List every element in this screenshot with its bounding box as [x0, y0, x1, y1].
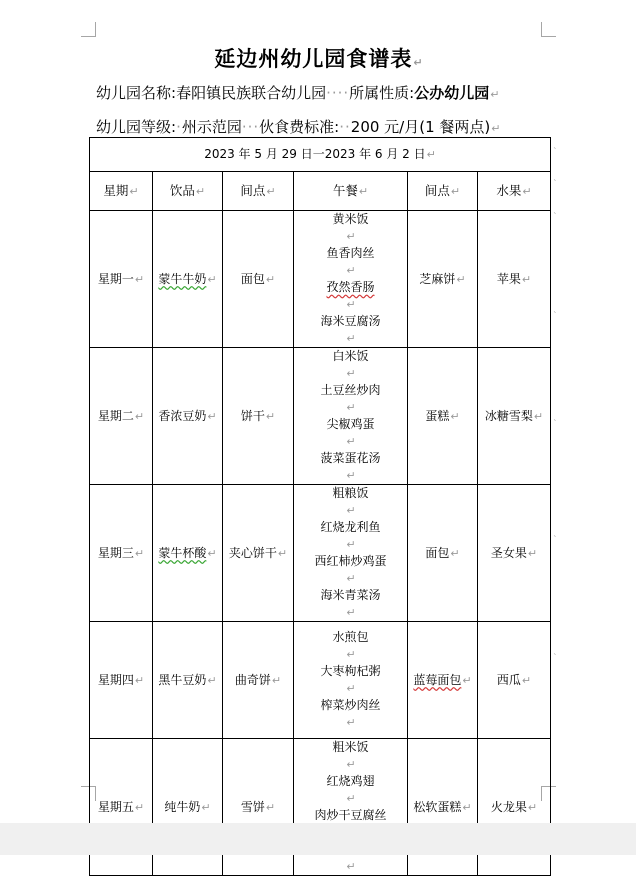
- crop-mark-top-right: [541, 22, 556, 37]
- blank-fill: ····: [326, 84, 350, 102]
- kindergarten-info-line: [96, 82, 499, 103]
- header-cell: 饮品↵: [153, 172, 223, 211]
- day-cell: 星期四↵: [90, 622, 153, 739]
- snack2-cell: 蛋糕↵: [408, 348, 478, 485]
- header-cell: 水果↵: [478, 172, 551, 211]
- blank-fill: ···: [241, 118, 260, 136]
- lunch-item: 尖椒鸡蛋 ↵: [326, 417, 375, 448]
- lunch-item: 粗米饭 ↵: [332, 740, 369, 771]
- lunch-item: 红烧鸡翅 ↵: [326, 774, 375, 805]
- row-end-mark: ˎ: [553, 528, 558, 538]
- row-end-mark: ˎ: [553, 412, 558, 422]
- header-row: [90, 172, 551, 211]
- paragraph-mark-icon: ↵: [490, 88, 500, 101]
- lunch-cell: [294, 622, 408, 739]
- day-cell: 星期五↵: [90, 739, 153, 876]
- document-title: [88, 43, 550, 73]
- snack1-cell: 饼干↵: [223, 348, 294, 485]
- table-row: [90, 348, 551, 485]
- lunch-cell: [294, 348, 408, 485]
- snack1-cell: 雪饼↵: [223, 739, 294, 876]
- lunch-cell: [294, 211, 408, 348]
- lunch-cell: [294, 485, 408, 622]
- table-row: [90, 485, 551, 622]
- header-cell: 间点↵: [223, 172, 294, 211]
- snack2-cell: 松软蛋糕↵: [408, 739, 478, 876]
- header-cell: 间点↵: [408, 172, 478, 211]
- header-cell: 午餐↵: [294, 172, 408, 211]
- snack2-cell: 面包↵: [408, 485, 478, 622]
- drink-cell: 黑牛豆奶↵: [153, 622, 223, 739]
- crop-mark-top-left: [81, 22, 96, 37]
- day-cell: 星期三↵: [90, 485, 153, 622]
- table-row: [90, 211, 551, 348]
- snack1-cell: 夹心饼干↵: [223, 485, 294, 622]
- drink-cell: 蒙牛牛奶↵: [153, 211, 223, 348]
- drink-cell: 纯牛奶↵: [153, 739, 223, 876]
- blank-fill: ··: [339, 118, 351, 136]
- day-cell: 星期二↵: [90, 348, 153, 485]
- title-text: 延边州幼儿园食谱表: [214, 47, 413, 71]
- level-fee-line: [96, 116, 500, 137]
- snack1-cell: 面包↵: [223, 211, 294, 348]
- paragraph-mark-icon: ↵: [413, 56, 424, 69]
- date-range-cell: 2023 年 5 月 29 日一2023 年 6 月 2 日↵: [90, 138, 551, 172]
- fruit-cell: 圣女果↵: [478, 485, 551, 622]
- fruit-cell: 火龙果↵: [478, 739, 551, 876]
- lunch-item: 粗粮饭 ↵: [332, 486, 369, 517]
- name-value: 春阳镇民族联合幼儿园: [176, 84, 327, 102]
- lunch-item: 榨菜炒肉丝 ↵: [320, 698, 381, 729]
- row-end-mark: ˎ: [553, 172, 558, 182]
- table-row: [90, 622, 551, 739]
- lunch-item: 水煎包 ↵: [332, 630, 369, 661]
- lunch-item: 孜然香肠 ↵: [326, 280, 375, 311]
- lunch-item: 鱼香肉丝 ↵: [326, 246, 375, 277]
- page-gap: [0, 823, 636, 855]
- row-end-mark: ˎ: [553, 140, 558, 150]
- lunch-item: 大枣枸杞粥 ↵: [320, 664, 381, 695]
- lunch-item: 菠菜蛋花汤 ↵: [320, 451, 381, 482]
- fruit-cell: 冰糖雪梨↵: [478, 348, 551, 485]
- date-range-row: [90, 138, 551, 172]
- lunch-item: 西红柿炒鸡蛋 ↵: [314, 554, 387, 585]
- fee-label: 伙食费标准:: [259, 118, 340, 136]
- row-end-mark: ˎ: [553, 205, 558, 215]
- drink-cell: 蒙牛杯酸↵: [153, 485, 223, 622]
- paragraph-mark-icon: ↵: [491, 122, 501, 135]
- lunch-item: 白米饭 ↵: [332, 349, 369, 380]
- lunch-item: 黄米饭 ↵: [332, 212, 369, 243]
- name-label: 幼儿园名称:: [96, 84, 177, 102]
- header-cell: 星期↵: [90, 172, 153, 211]
- snack2-cell: 蓝莓面包↵: [408, 622, 478, 739]
- fruit-cell: 苹果↵: [478, 211, 551, 348]
- lunch-item: 海米青菜汤 ↵: [320, 588, 381, 619]
- day-cell: 星期一↵: [90, 211, 153, 348]
- lunch-item: 海米豆腐汤 ↵: [320, 314, 381, 345]
- lunch-item: 土豆丝炒肉 ↵: [320, 383, 381, 414]
- blank-fill: ·: [176, 118, 182, 136]
- level-label: 幼儿园等级:: [96, 118, 177, 136]
- nature-label: 所属性质:: [349, 84, 415, 102]
- nature-value: 公办幼儿园: [414, 84, 490, 102]
- date-range-text: 2023 年 5 月 29 日一2023 年 6 月 2 日: [204, 147, 426, 161]
- fee-value: 200 元/月(1 餐两点): [350, 118, 491, 136]
- row-end-mark: ˎ: [553, 646, 558, 656]
- level-value: 州示范园: [181, 118, 242, 136]
- lunch-item: 红烧龙利鱼 ↵: [320, 520, 381, 551]
- fruit-cell: 西瓜↵: [478, 622, 551, 739]
- lunch-item: ↵: [346, 860, 356, 873]
- menu-table: [89, 137, 551, 876]
- snack2-cell: 芝麻饼↵: [408, 211, 478, 348]
- row-end-mark: ˎ: [553, 304, 558, 314]
- lunch-item: 肉炒干豆腐丝: [314, 808, 387, 822]
- snack1-cell: 曲奇饼↵: [223, 622, 294, 739]
- drink-cell: 香浓豆奶↵: [153, 348, 223, 485]
